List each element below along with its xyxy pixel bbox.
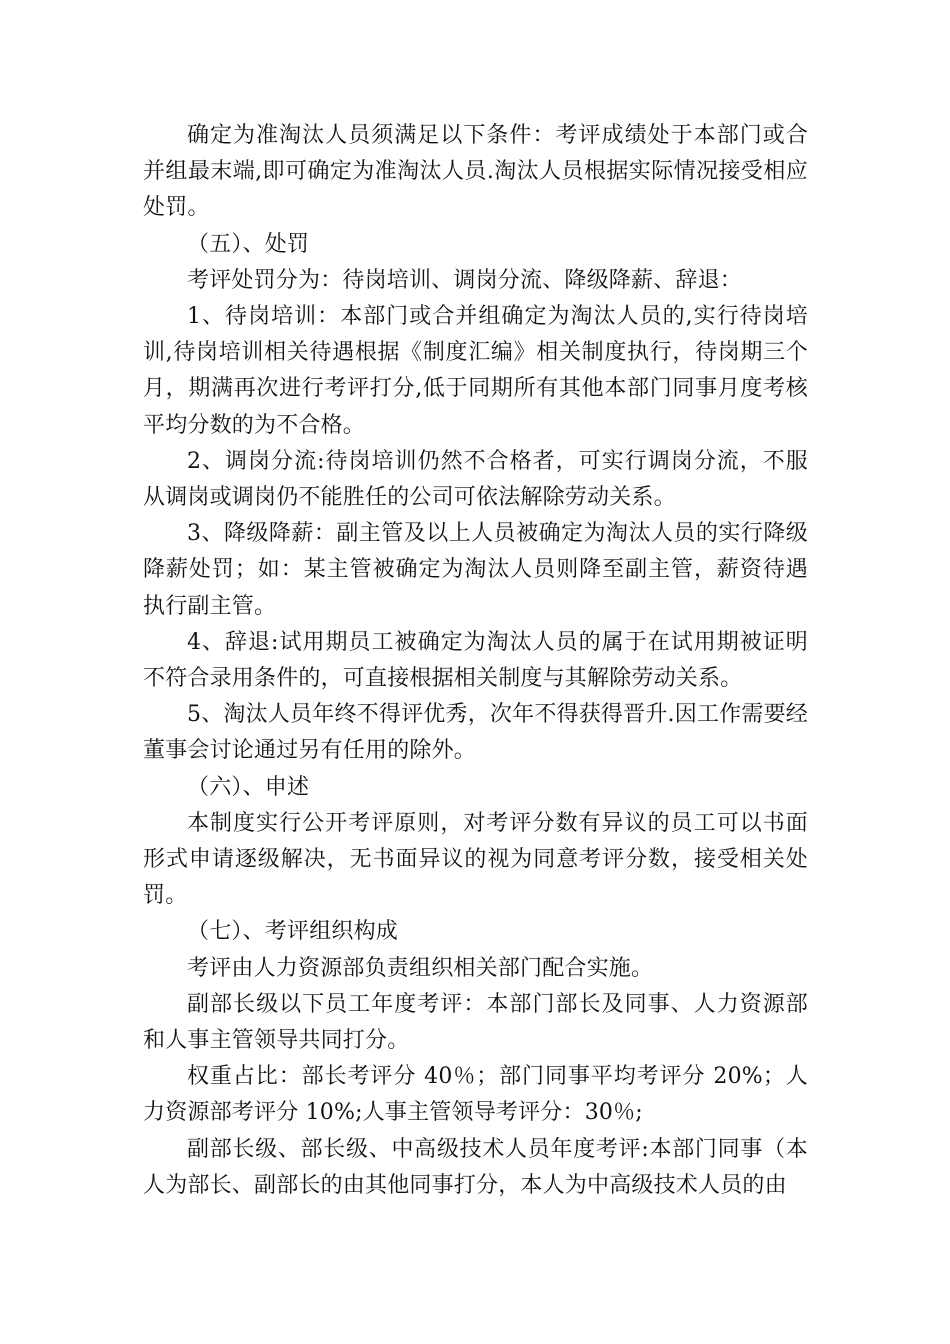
section-heading-penalty: （五）、处罚 — [187, 231, 310, 257]
paragraph-elimination-conditions: 确定为准淘汰人员须满足以下条件：考评成绩处于本部门或合并组最末端,即可确定为准淘汰人员.淘汰人员根据实际情况接受相应处罚。 — [143, 123, 808, 221]
paragraph-penalty-item-4: 4、辞退:试用期员工被确定为淘汰人员的属于在试用期被证明不符合录用条件的，可直接根据相关制度与其解除劳动关系。 — [143, 629, 808, 692]
paragraph-senior-evaluation: 副部长级、部长级、中高级技术人员年度考评:本部门同事（本人为部长、副部长的由其他同事打分，本人为中高级技术人员的由 — [143, 1136, 808, 1198]
section-heading-organization: （七）、考评组织构成 — [187, 919, 399, 945]
paragraph-appeal: 本制度实行公开考评原则，对考评分数有异议的员工可以书面形式申请逐级解决，无书面异议的视为同意考评分数，接受相关处罚。 — [143, 810, 808, 909]
paragraph-organization: 考评由人力资源部负责组织相关部门配合实施。 — [187, 955, 654, 981]
paragraph-weight-ratio: 权重占比：部长考评分 40％；部门同事平均考评分 20%；人力资源部考评分 10%;人事主管领导考评分：30％; — [143, 1064, 808, 1126]
paragraph-penalty-item-5: 5、淘汰人员年终不得评优秀，次年不得获得晋升.因工作需要经董事会讨论通过另有任用的除外。 — [143, 702, 808, 764]
document-body — [143, 118, 808, 1204]
paragraph-penalty-item-1: 1、待岗培训：本部门或合并组确定为淘汰人员的,实行待岗培训,待岗培训相关待遇根据《制度汇编》相关制度执行，待岗期三个月，期满再次进行考评打分,低于同期所有其他本部门同事月度考核平均分数的为不合格。 — [143, 304, 808, 438]
paragraph-penalty-item-3: 3、降级降薪：副主管及以上人员被确定为淘汰人员的实行降级降薪处罚；如：某主管被确定为淘汰人员则降至副主管，薪资待遇执行副主管。 — [143, 521, 808, 619]
paragraph-penalty-item-2: 2、调岗分流:待岗培训仍然不合格者，可实行调岗分流，不服从调岗或调岗仍不能胜任的公司可依法解除劳动关系。 — [143, 448, 808, 511]
paragraph-penalty-types: 考评处罚分为：待岗培训、调岗分流、降级降薪、辞退： — [187, 267, 743, 293]
paragraph-staff-evaluation: 副部长级以下员工年度考评：本部门部长及同事、人力资源部和人事主管领导共同打分。 — [143, 991, 808, 1054]
section-heading-appeal: （六）、申述 — [187, 774, 310, 800]
